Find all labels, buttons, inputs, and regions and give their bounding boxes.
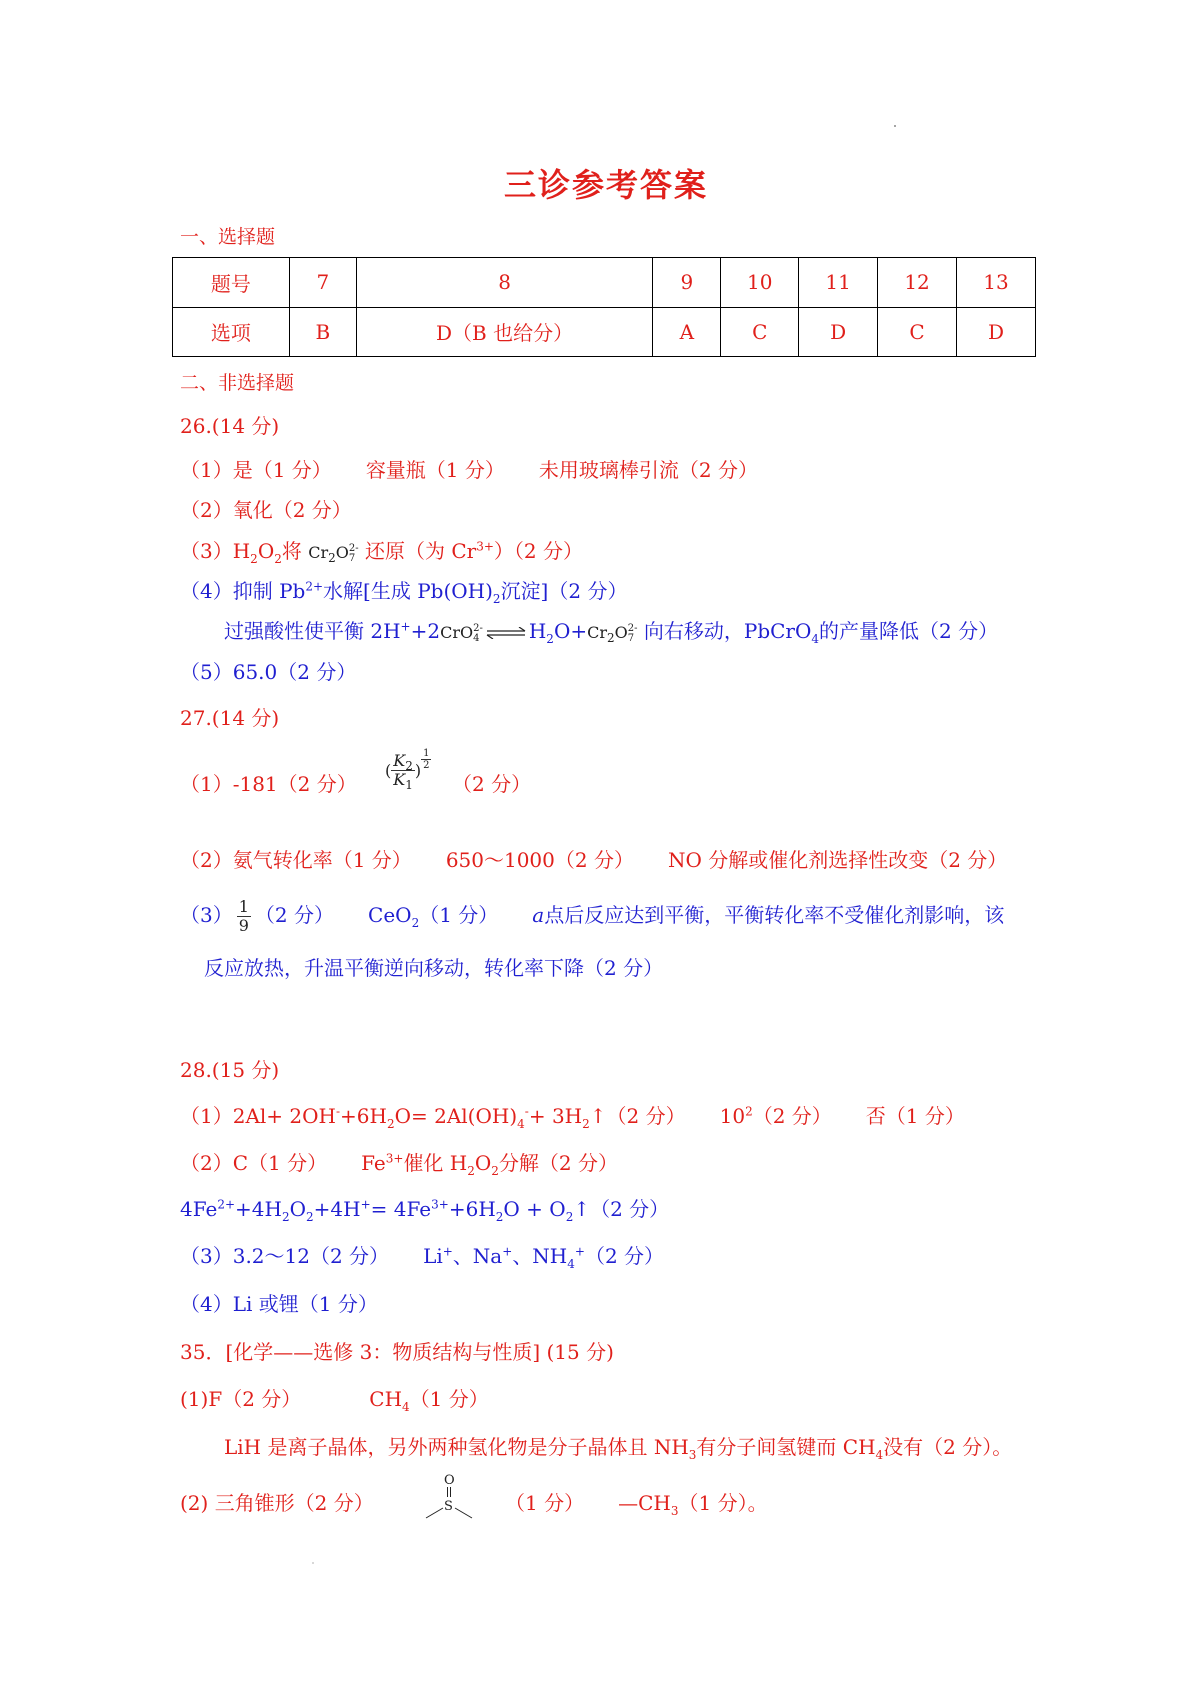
text-run: （3） — [180, 903, 233, 927]
half-exponent — [421, 748, 431, 771]
dichromate-formula — [587, 622, 638, 646]
text-run: 有分子间氢键而 CH — [696, 1435, 876, 1459]
text-run: a — [532, 903, 545, 927]
table-cell: 7 — [289, 258, 356, 308]
text-run: （2）氨气转化率（1 分） — [180, 848, 412, 872]
subscript: 4 — [875, 1448, 884, 1462]
table-cell: A — [653, 307, 721, 357]
subscript: 2 — [495, 1210, 504, 1224]
q26-part3 — [180, 539, 583, 565]
subscript: 2 — [492, 592, 501, 606]
q28-part1 — [180, 1104, 965, 1131]
text-run: 1 — [423, 748, 430, 759]
q26-part4-equilibrium — [224, 619, 998, 645]
text-run: 还原（为 Cr — [364, 539, 477, 563]
q26-part1 — [180, 458, 758, 482]
table-row — [173, 307, 1036, 357]
text-run: 沉淀]（2 分） — [500, 579, 628, 603]
page-title: 三诊参考答案 — [504, 166, 709, 204]
text-run: = 4Fe — [370, 1197, 432, 1221]
text-run: O — [289, 1197, 307, 1221]
paren-close: ) — [414, 761, 422, 780]
text-run: 的产量降低（2 分） — [819, 619, 999, 643]
subscript: 3 — [670, 1504, 679, 1518]
table-cell: B — [289, 307, 356, 357]
table-cell: 9 — [653, 258, 721, 308]
equilibrium-arrow-icon — [485, 627, 527, 639]
subscript: 4 — [811, 632, 820, 646]
k-ratio-expression — [385, 748, 431, 793]
q35-part1-explanation — [224, 1435, 1013, 1462]
q28-part2-equation — [180, 1197, 670, 1224]
text-run: O — [257, 539, 275, 563]
subscript: 2 — [565, 1210, 574, 1224]
q28-part4: （4）Li 或锂（1 分） — [180, 1292, 378, 1316]
text-run: O — [335, 543, 349, 562]
table-header-cell: 选项 — [173, 307, 290, 357]
text-run: CH — [369, 1387, 403, 1411]
table-cell: D（B 也给分） — [356, 307, 653, 357]
subscript: 2 — [405, 759, 413, 774]
q27-part1 — [180, 772, 357, 796]
text-run: 催化 H — [403, 1151, 468, 1175]
superscript: 2- — [473, 622, 483, 634]
text-run: （1 分） — [409, 1387, 489, 1411]
text-run: 9 — [238, 916, 249, 935]
q28-heading: 28.(15 分) — [180, 1058, 280, 1082]
text-run: CrO — [440, 623, 474, 642]
text-run: （1 分） — [505, 1491, 585, 1515]
superscript: 2- — [627, 622, 638, 634]
superscript: 2- — [348, 542, 359, 554]
text-run: ）（2 分） — [493, 539, 584, 563]
text-run: （3）3.2～12（2 分） — [180, 1244, 390, 1268]
subscript: 2 — [582, 1117, 590, 1131]
table-cell: 11 — [799, 258, 878, 308]
text-run: 水解[生成 Pb(OH) — [323, 579, 493, 603]
text-run: 1 — [238, 897, 249, 916]
k-fraction — [391, 751, 415, 793]
superscript: + — [400, 619, 411, 634]
q27-part2 — [180, 848, 1007, 872]
text-run: （4）抑制 Pb — [180, 579, 306, 603]
q28-part2 — [180, 1151, 619, 1178]
subscript: 2 — [491, 1164, 499, 1178]
subscript: 1 — [405, 778, 413, 793]
q26-p1-answer-b: 容量瓶（1 分） — [365, 458, 505, 482]
text-run: 点后反应达到平衡，平衡转化率不受催化剂影响，该 — [544, 903, 1005, 927]
q26-p1-answer-a: （1）是（1 分） — [180, 458, 332, 482]
text-run: ↑（2 分） — [589, 1104, 686, 1128]
text-run: NO 分解或催化剂选择性改变（2 分） — [667, 848, 1008, 872]
scan-speck — [312, 1562, 314, 1564]
text-run: + 3H — [528, 1104, 583, 1128]
subscript: 2 — [328, 551, 336, 566]
text-run: （2 分） — [584, 1244, 665, 1268]
subscript: 7 — [348, 552, 356, 564]
text-run: K — [393, 770, 406, 789]
text-run: +6H — [340, 1104, 387, 1128]
superscript: + — [502, 1244, 513, 1259]
text-run: 2 — [423, 760, 430, 771]
q26-heading: 26.(14 分) — [180, 414, 280, 438]
q27-part3 — [180, 898, 1004, 935]
subscript: 2 — [306, 1210, 314, 1224]
subscript: 2 — [274, 552, 282, 566]
text-run: (2) 三角锥形（2 分） — [180, 1491, 374, 1515]
dichromate-formula — [308, 542, 359, 566]
text-run: 650～1000（2 分） — [445, 848, 634, 872]
superscript: - — [335, 1104, 341, 1119]
q27-part1-score: （2 分） — [452, 772, 532, 796]
q35-heading: 35．[化学——选修 3：物质结构与性质] (15 分) — [180, 1340, 614, 1364]
text-run: 向右移动，PbCrO — [643, 619, 812, 643]
text-run: +6H — [448, 1197, 496, 1221]
table-cell: C — [721, 307, 799, 357]
text-run: （2 分） — [254, 903, 335, 927]
text-run: 4Fe — [180, 1197, 218, 1221]
text-run: +2 — [410, 619, 441, 643]
subscript: 4 — [517, 1117, 525, 1131]
table-cell: D — [957, 307, 1036, 357]
subscript: 7 — [627, 632, 635, 644]
subscript: 2 — [546, 632, 554, 646]
text-run: （2 分） — [752, 1104, 832, 1128]
text-run: —CH — [618, 1491, 671, 1515]
superscript: 2+ — [305, 579, 324, 594]
superscript: - — [524, 1104, 529, 1119]
table-row — [173, 258, 1036, 308]
text-run: O — [614, 623, 628, 642]
text-run: Cr — [587, 623, 607, 642]
answer-table — [172, 257, 1036, 357]
text-run: （2）C（1 分） — [180, 1151, 328, 1175]
table-cell: 13 — [957, 258, 1036, 308]
scan-speck — [894, 125, 896, 127]
sulfoxide-structure-icon — [420, 1470, 480, 1530]
text-run: 过强酸性使平衡 2H — [224, 619, 401, 643]
q35-part2 — [180, 1491, 374, 1515]
text-run: O — [474, 1151, 492, 1175]
text-run: +4H — [235, 1197, 282, 1221]
q35-part2-rest — [505, 1491, 768, 1518]
paren-open: ( — [385, 761, 392, 780]
q35-part1 — [180, 1387, 489, 1414]
superscript: 2+ — [217, 1197, 236, 1212]
subscript: 4 — [567, 1257, 575, 1271]
text-run: 、NH — [512, 1244, 568, 1268]
text-run: Fe — [361, 1151, 386, 1175]
q26-part4 — [180, 579, 628, 606]
subscript: 2 — [250, 552, 258, 566]
text-run: Cr — [308, 543, 329, 562]
text-run: (1)F（2 分） — [180, 1387, 302, 1411]
text-run: O= 2Al(OH) — [394, 1104, 518, 1128]
text-run: O + O — [503, 1197, 566, 1221]
q26-part2: （2）氧化（2 分） — [180, 498, 352, 522]
text-run: O+ — [553, 619, 588, 643]
q26-p1-answer-c: 未用玻璃棒引流（2 分） — [538, 458, 758, 482]
table-cell: D — [799, 307, 878, 357]
text-run: K — [393, 751, 406, 770]
text-run: CeO — [368, 903, 412, 927]
q27-part3-continued: 反应放热，升温平衡逆向移动，转化率下降（2 分） — [204, 956, 664, 980]
text-run: LiH 是离子晶体，另外两种氢化物是分子晶体且 NH — [224, 1435, 689, 1459]
table-cell: 8 — [356, 258, 653, 308]
text-run: （1）2Al+ 2OH — [180, 1104, 336, 1128]
text-run: （1 分） — [419, 903, 499, 927]
superscript: 3+ — [476, 539, 494, 554]
text-run: 将 — [281, 539, 302, 563]
text-run: O — [444, 1473, 455, 1488]
section-nonchoice-heading: 二、非选择题 — [180, 372, 295, 394]
q26-part5: （5）65.0（2 分） — [180, 660, 357, 684]
text-run: （3）H — [180, 539, 251, 563]
q27-heading: 27.(14 分) — [180, 706, 280, 730]
table-header-cell: 题号 — [173, 258, 290, 308]
text-run: ↑（2 分） — [573, 1197, 670, 1221]
section-choice-heading: 一、选择题 — [180, 226, 276, 248]
subscript: 2 — [386, 1117, 395, 1131]
text-run: 否（1 分） — [865, 1104, 965, 1128]
fraction-one-ninth — [237, 898, 251, 935]
superscript: + — [574, 1244, 585, 1259]
chromate-formula — [440, 623, 483, 642]
text-run: Li — [423, 1244, 443, 1268]
subscript: 4 — [402, 1400, 410, 1414]
table-cell: C — [878, 307, 957, 357]
charge-stack — [628, 624, 638, 644]
subscript: 2 — [281, 1210, 290, 1224]
text-run: 没有（2 分）。 — [883, 1435, 1013, 1459]
superscript: + — [360, 1197, 371, 1212]
text-run: 10 — [719, 1104, 746, 1128]
text-run: （1 分）。 — [678, 1491, 768, 1515]
subscript: 2 — [467, 1164, 475, 1178]
superscript: 3+ — [431, 1197, 449, 1212]
text-run: S — [444, 1499, 453, 1514]
subscript: 2 — [606, 631, 615, 646]
table-cell: 10 — [721, 258, 799, 308]
q28-part3 — [180, 1244, 665, 1271]
text-run: （1）-181（2 分） — [180, 772, 357, 796]
superscript: + — [442, 1244, 453, 1259]
subscript: 3 — [688, 1448, 697, 1462]
text-run: H — [528, 619, 547, 643]
subscript: 2 — [411, 916, 420, 930]
subscript: 4 — [473, 632, 480, 644]
charge-stack — [349, 544, 359, 564]
table-cell: 12 — [878, 258, 957, 308]
superscript: 3+ — [385, 1151, 404, 1166]
text-run: 分解（2 分） — [498, 1151, 619, 1175]
text-run: 、Na — [452, 1244, 503, 1268]
superscript: 2 — [745, 1104, 753, 1119]
charge-stack — [473, 624, 483, 644]
text-run: +4H — [313, 1197, 361, 1221]
